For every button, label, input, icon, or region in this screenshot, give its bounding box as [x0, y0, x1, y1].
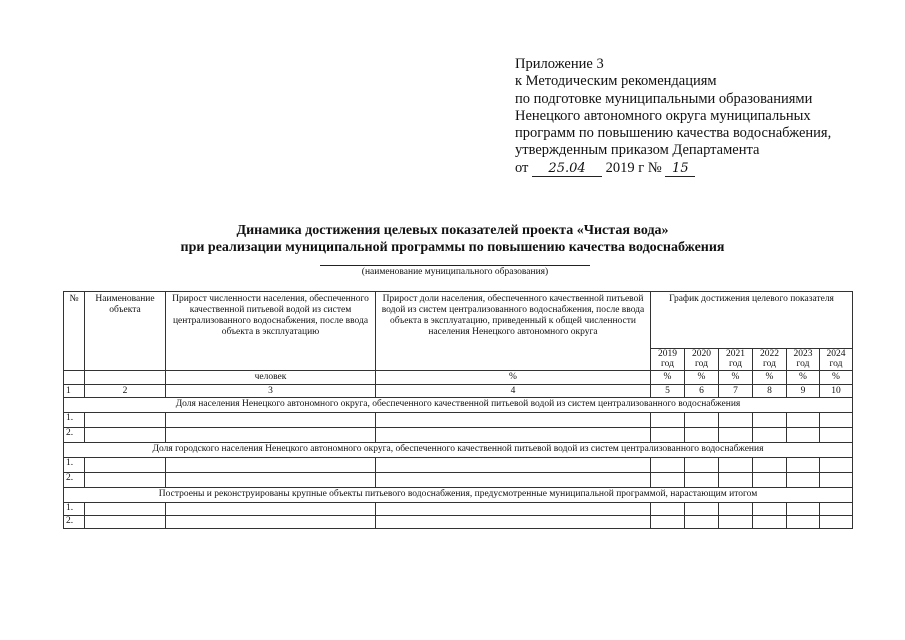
document-title — [0, 222, 905, 256]
row-number: 2. — [64, 516, 85, 529]
year-2020: 2020 год — [685, 349, 719, 371]
title-line: при реализации муниципальной программы по повышению качества водоснабжения — [180, 240, 725, 255]
unit-percent: % — [376, 371, 651, 385]
header-line: по подготовке муниципальными образованиями — [515, 90, 813, 107]
column-number: 9 — [787, 385, 820, 398]
year-2022: 2022 год — [753, 349, 787, 371]
column-number: 2 — [85, 385, 166, 398]
column-number: 5 — [651, 385, 685, 398]
header-line: утвержденным приказом Департамента — [515, 142, 760, 159]
unit-percent: % — [820, 371, 853, 385]
row-number: 2. — [64, 428, 85, 443]
section-header: Доля городского населения Ненецкого автономного округа, обеспеченного качественной питьевой водой из систем централизованного водоснабжения — [64, 443, 853, 458]
row-number: 1. — [64, 458, 85, 473]
indicators-table — [63, 291, 853, 529]
column-number: 4 — [376, 385, 651, 398]
column-number: 10 — [820, 385, 853, 398]
date-prefix: от — [515, 159, 529, 176]
header-population-growth: Прирост численности населения, обеспеченного качественной питьевой водой из систем централизованного водоснабжения, после ввода объекта в эксплуатацию — [166, 292, 376, 371]
header-share-growth: Прирост доли населения, обеспеченного качественной питьевой водой из систем централизованного водоснабжения, после ввода объекта в эксплуатацию, приведенный к общей численности населения Ненецкого автономного округа — [376, 292, 651, 371]
column-number: 8 — [753, 385, 787, 398]
handwritten-date: 25.04 — [532, 162, 602, 177]
unit-people: человек — [166, 371, 376, 385]
column-number: 1 — [64, 385, 85, 398]
year-text: 2019 г № — [605, 159, 662, 176]
row-number: 1. — [64, 503, 85, 516]
row-number: 2. — [64, 473, 85, 488]
year-2021: 2021 год — [719, 349, 753, 371]
header-line: программ по повышению качества водоснабжения, — [515, 125, 832, 142]
header-line: Приложение 3 — [515, 56, 604, 72]
header-line: к Методическим рекомендациям — [515, 73, 717, 90]
column-number: 7 — [719, 385, 753, 398]
row-number: 1. — [64, 413, 85, 428]
header-no: № — [64, 292, 85, 371]
section-header: Построены и реконструированы крупные объекты питьевого водоснабжения, предусмотренные муниципальной программой, нарастающим итогом — [64, 488, 853, 503]
section-header: Доля населения Ненецкого автономного округа, обеспеченного качественной питьевой водой из систем централизованного водоснабжения — [64, 398, 853, 413]
approval-header — [515, 56, 831, 177]
municipality-caption: (наименование муниципального образования) — [361, 267, 549, 277]
municipality-fill-line — [320, 265, 590, 266]
title-line: Динамика достижения целевых показателей проекта «Чистая вода» — [236, 223, 669, 238]
approval-date-line — [515, 160, 831, 177]
unit-percent: % — [719, 371, 753, 385]
column-number: 6 — [685, 385, 719, 398]
unit-percent: % — [787, 371, 820, 385]
year-2019: 2019 год — [651, 349, 685, 371]
column-number: 3 — [166, 385, 376, 398]
unit-percent: % — [753, 371, 787, 385]
unit-percent: % — [685, 371, 719, 385]
header-schedule: График достижения целевого показателя — [651, 292, 853, 349]
unit-percent: % — [651, 371, 685, 385]
year-2023: 2023 год — [787, 349, 820, 371]
header-line: Ненецкого автономного округа муниципальных — [515, 107, 811, 124]
handwritten-number: 15 — [665, 162, 695, 177]
header-object-name: Наименование объекта — [85, 292, 166, 371]
year-2024: 2024 год — [820, 349, 853, 371]
